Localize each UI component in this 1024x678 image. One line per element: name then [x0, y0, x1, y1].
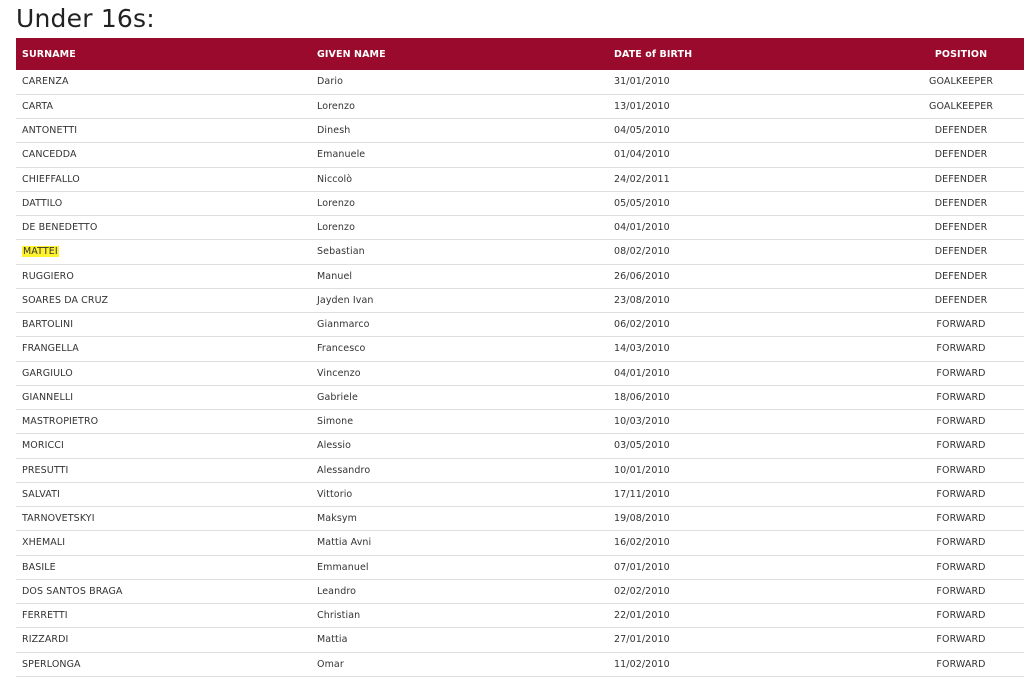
cell-position: FORWARD [936, 610, 986, 622]
cell-date-of-birth: 03/05/2010 [614, 440, 670, 452]
table-row [16, 264, 1024, 288]
table-row [16, 579, 1024, 603]
cell-position: GOALKEEPER [928, 76, 994, 88]
header-given-name: GIVEN NAME [317, 48, 386, 60]
table-row [16, 191, 1024, 215]
surname-text: PRESUTTI [22, 464, 69, 476]
cell-position: FORWARD [936, 488, 986, 500]
cell-surname [16, 507, 311, 531]
table-row [16, 216, 1024, 240]
cell-surname [16, 264, 311, 288]
cell-date-of-birth: 10/01/2010 [614, 464, 670, 476]
surname-text: XHEMALI [22, 537, 66, 549]
cell-date-of-birth: 10/03/2010 [614, 416, 670, 428]
header-date-of-birth: DATE of BIRTH [614, 48, 693, 60]
cell-surname [16, 288, 311, 312]
cell-surname [16, 361, 311, 385]
cell-surname [16, 531, 311, 555]
cell-given-name: Dario [317, 76, 343, 88]
table-row [16, 288, 1024, 312]
cell-given-name: Emanuele [317, 149, 366, 161]
cell-date-of-birth: 26/06/2010 [614, 270, 670, 282]
cell-position: FORWARD [936, 513, 986, 525]
table-row [16, 458, 1024, 482]
cell-surname [16, 385, 311, 409]
cell-surname [16, 579, 311, 603]
cell-position: FORWARD [936, 658, 986, 670]
surname-text: SPERLONGA [22, 658, 81, 670]
cell-given-name: Gianmarco [317, 319, 370, 331]
cell-date-of-birth: 08/02/2010 [614, 246, 670, 258]
cell-position: DEFENDER [934, 222, 988, 234]
cell-surname [16, 410, 311, 434]
table-row [16, 94, 1024, 118]
surname-text: BARTOLINI [22, 319, 74, 331]
cell-given-name: Alessandro [317, 464, 371, 476]
surname-text: SALVATI [22, 488, 60, 500]
cell-given-name: Christian [317, 610, 361, 622]
cell-given-name: Francesco [317, 343, 366, 355]
cell-surname [16, 434, 311, 458]
cell-date-of-birth: 01/04/2010 [614, 149, 670, 161]
header-surname: SURNAME [22, 48, 76, 60]
cell-position: FORWARD [936, 634, 986, 646]
cell-given-name: Vittorio [317, 488, 353, 500]
surname-text: FRANGELLA [22, 343, 79, 355]
surname-text: FERRETTI [22, 610, 68, 622]
cell-surname [16, 337, 311, 361]
cell-date-of-birth: 24/02/2011 [614, 173, 670, 185]
cell-surname [16, 240, 311, 264]
cell-position: DEFENDER [934, 125, 988, 137]
table-row [16, 385, 1024, 409]
cell-given-name: Manuel [317, 270, 353, 282]
surname-text: SOARES DA CRUZ [22, 294, 109, 306]
cell-position: FORWARD [936, 561, 986, 573]
surname-text: MORICCI [22, 440, 64, 452]
cell-position: GOALKEEPER [928, 100, 994, 112]
surname-text: DOS SANTOS BRAGA [22, 585, 123, 597]
surname-text: DE BENEDETTO [22, 222, 98, 234]
cell-surname [16, 119, 311, 143]
table-row [16, 531, 1024, 555]
surname-text: GIANNELLI [22, 391, 74, 403]
cell-position: DEFENDER [934, 246, 988, 258]
surname-text: CARTA [22, 100, 54, 112]
cell-given-name: Lorenzo [317, 197, 355, 209]
table-row [16, 604, 1024, 628]
surname-text: DATTILO [22, 197, 63, 209]
cell-date-of-birth: 02/02/2010 [614, 585, 670, 597]
header-row [16, 38, 1024, 70]
surname-text: CANCEDDA [22, 149, 77, 161]
surname-text: CARENZA [22, 76, 69, 88]
cell-date-of-birth: 16/02/2010 [614, 537, 670, 549]
cell-given-name: Lorenzo [317, 222, 355, 234]
cell-given-name: Jayden Ivan [317, 294, 374, 306]
surname-text: RIZZARDI [22, 634, 69, 646]
cell-surname [16, 628, 311, 652]
cell-surname [16, 555, 311, 579]
cell-position: DEFENDER [934, 270, 988, 282]
table-row-highlighted [16, 240, 1024, 264]
cell-date-of-birth: 31/01/2010 [614, 76, 670, 88]
roster-table [16, 38, 1024, 677]
table-row [16, 555, 1024, 579]
cell-date-of-birth: 27/01/2010 [614, 634, 670, 646]
header-position: POSITION [934, 48, 988, 60]
table-row [16, 628, 1024, 652]
cell-position: DEFENDER [934, 149, 988, 161]
cell-surname [16, 143, 311, 167]
cell-given-name: Emmanuel [317, 561, 369, 573]
surname-text: GARGIULO [22, 367, 73, 379]
cell-date-of-birth: 19/08/2010 [614, 513, 670, 525]
cell-given-name: Gabriele [317, 391, 358, 403]
cell-date-of-birth: 07/01/2010 [614, 561, 670, 573]
cell-surname [16, 652, 311, 676]
table-row [16, 119, 1024, 143]
surname-text: RUGGIERO [22, 270, 74, 282]
cell-position: DEFENDER [934, 173, 988, 185]
cell-given-name: Niccolò [317, 173, 353, 185]
cell-position: FORWARD [936, 391, 986, 403]
table-row [16, 410, 1024, 434]
cell-position: DEFENDER [934, 197, 988, 209]
cell-date-of-birth: 18/06/2010 [614, 391, 670, 403]
cell-given-name: Lorenzo [317, 100, 355, 112]
cell-date-of-birth: 22/01/2010 [614, 610, 670, 622]
cell-date-of-birth: 05/05/2010 [614, 197, 670, 209]
table-row [16, 507, 1024, 531]
table-row [16, 652, 1024, 676]
cell-date-of-birth: 04/01/2010 [614, 367, 670, 379]
table-row [16, 313, 1024, 337]
cell-position: FORWARD [936, 367, 986, 379]
surname-text: MASTROPIETRO [22, 416, 99, 428]
table-row [16, 337, 1024, 361]
surname-text: CHIEFFALLO [22, 173, 80, 185]
table-row [16, 434, 1024, 458]
cell-position: FORWARD [936, 537, 986, 549]
highlighted-surname-text: MATTEI [23, 246, 58, 258]
cell-given-name: Mattia [317, 634, 348, 646]
table-header [16, 38, 1024, 70]
cell-date-of-birth: 13/01/2010 [614, 100, 670, 112]
cell-surname [16, 604, 311, 628]
table-row [16, 70, 1024, 94]
table-row [16, 143, 1024, 167]
cell-surname [16, 313, 311, 337]
table-body [16, 70, 1024, 676]
cell-given-name: Vincenzo [317, 367, 361, 379]
cell-surname [16, 482, 311, 506]
cell-date-of-birth: 06/02/2010 [614, 319, 670, 331]
cell-position: FORWARD [936, 464, 986, 476]
cell-date-of-birth: 04/01/2010 [614, 222, 670, 234]
cell-given-name: Mattia Avni [317, 537, 372, 549]
surname-text: ANTONETTI [22, 125, 78, 137]
page-title: Under 16s: [16, 4, 155, 33]
table-row [16, 482, 1024, 506]
cell-surname [16, 191, 311, 215]
cell-date-of-birth: 04/05/2010 [614, 125, 670, 137]
cell-position: FORWARD [936, 416, 986, 428]
cell-surname [16, 94, 311, 118]
cell-given-name: Simone [317, 416, 354, 428]
cell-given-name: Sebastian [317, 246, 365, 258]
cell-given-name: Dinesh [317, 125, 351, 137]
cell-surname [16, 216, 311, 240]
cell-position: DEFENDER [934, 294, 988, 306]
surname-text: TARNOVETSKYI [22, 513, 95, 525]
cell-surname [16, 167, 311, 191]
surname-text: BASILE [22, 561, 56, 573]
table-row [16, 167, 1024, 191]
cell-given-name: Omar [317, 658, 344, 670]
cell-date-of-birth: 17/11/2010 [614, 488, 670, 500]
cell-given-name: Leandro [317, 585, 357, 597]
cell-surname [16, 70, 311, 94]
cell-surname [16, 458, 311, 482]
cell-position: FORWARD [936, 585, 986, 597]
cell-date-of-birth: 14/03/2010 [614, 343, 670, 355]
cell-position: FORWARD [936, 319, 986, 331]
cell-position: FORWARD [936, 343, 986, 355]
cell-position: FORWARD [936, 440, 986, 452]
table-row [16, 361, 1024, 385]
cell-given-name: Maksym [317, 513, 357, 525]
cell-date-of-birth: 11/02/2010 [614, 658, 670, 670]
cell-date-of-birth: 23/08/2010 [614, 294, 670, 306]
cell-given-name: Alessio [317, 440, 352, 452]
